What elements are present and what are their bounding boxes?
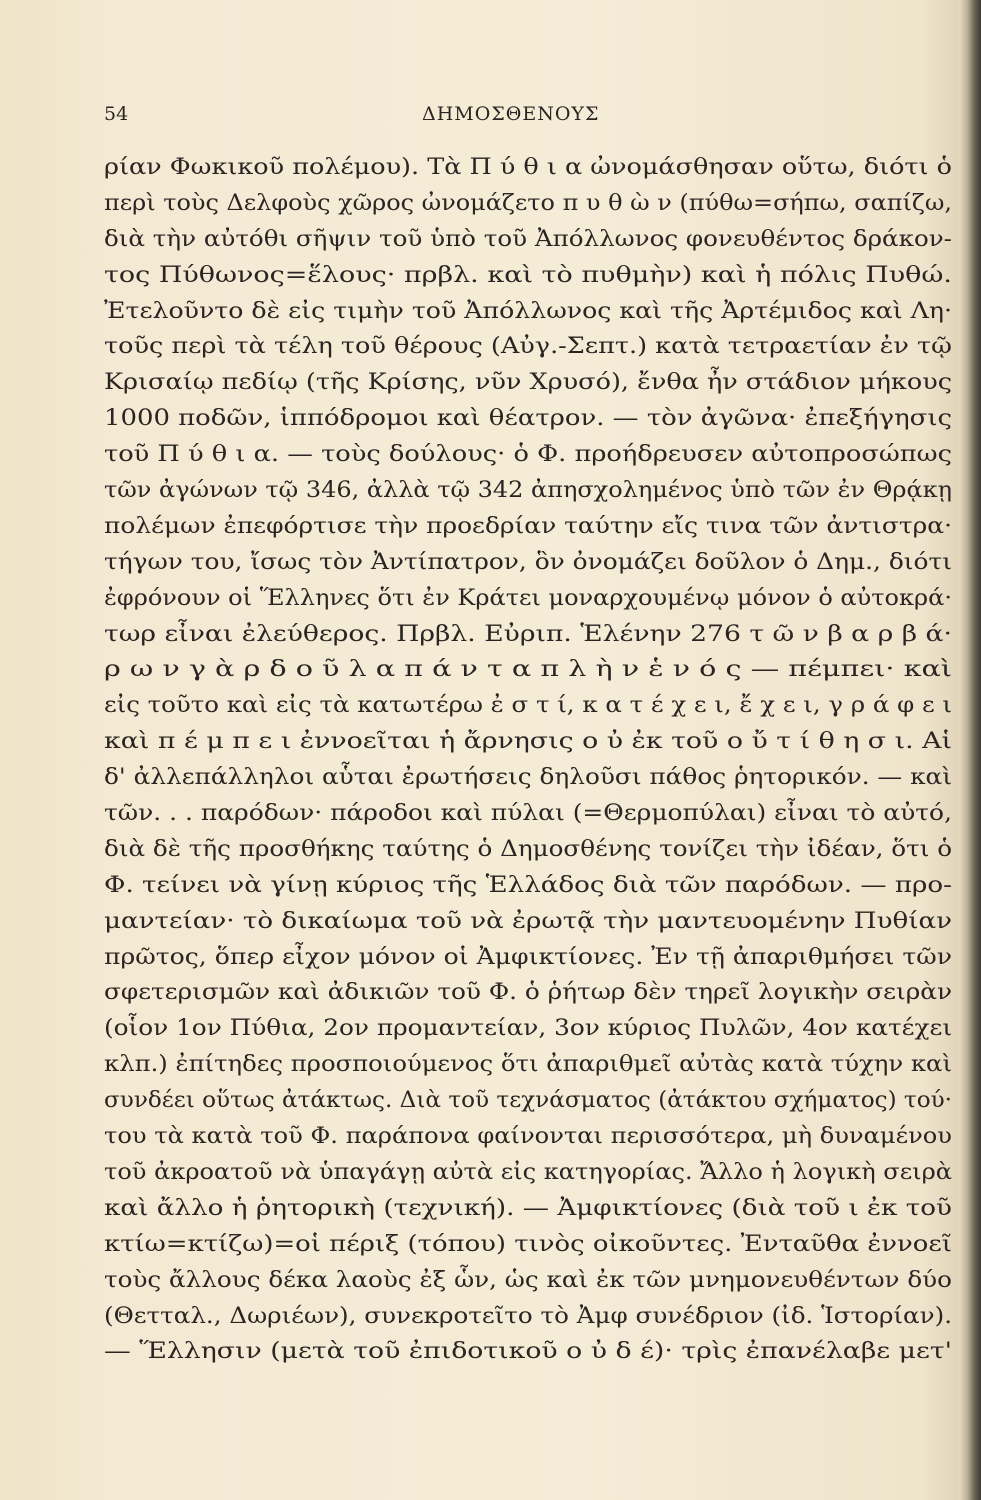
text-line-content: ἐφρόνουν οἱ Ἕλληνες ὅτι ἐν Κράτει μοναρχουμένῳ μόνον ὁ αὐτοκρά· — [104, 585, 952, 611]
text-line — [104, 1083, 952, 1119]
page-number: 54 — [104, 103, 129, 125]
text-line — [104, 294, 952, 330]
text-line-content: (οἷον 1ον Πύθια, 2ον προμαντείαν, 3ον κύριος Πυλῶν, 4ον κατέχει — [104, 1016, 952, 1042]
text-line — [104, 1299, 952, 1335]
page-edge-shadow — [959, 0, 981, 1500]
text-line — [104, 1263, 952, 1299]
text-line — [104, 760, 952, 796]
text-line — [104, 1191, 952, 1227]
text-line — [104, 329, 952, 365]
page-header — [104, 103, 624, 133]
text-line-content: τῶν ἀγώνων τῷ 346, ἀλλὰ τῷ 342 ἀπησχολημένος ὑπὸ τῶν ἐν Θρᾴκῃ — [104, 478, 952, 504]
text-line-content: τήγων του, ἴσως τὸν Ἀντίπατρον, ὃν ὀνομάζει δοῦλον ὁ Δημ., διότι — [104, 549, 952, 575]
text-line — [104, 545, 952, 581]
text-line — [104, 940, 952, 976]
text-line — [104, 258, 952, 294]
text-line-content: τοῦ ἀκροατοῦ νὰ ὑπαγάγῃ αὐτὰ εἰς κατηγορίας. Ἄλλο ἡ λογικὴ σειρὰ — [104, 1159, 952, 1185]
text-line — [104, 832, 952, 868]
text-line — [104, 1155, 952, 1191]
text-line — [104, 222, 952, 258]
text-line-content: διὰ δὲ τῆς προσθήκης ταύτης ὁ Δημοσθένης τονίζει τὴν ἰδέαν, ὅτι ὁ — [104, 836, 952, 862]
text-line — [104, 724, 952, 760]
text-line — [104, 975, 952, 1011]
text-line-content: τος Πύθωνος=ἕλους· πρβλ. καὶ τὸ πυθμὴν) καὶ ἡ πόλις Πυθώ. — [104, 262, 952, 288]
text-line — [104, 868, 952, 904]
text-line-content: συνδέει οὕτως ἀτάκτως. Διὰ τοῦ τεχνάσματος (ἀτάκτου σχήματος) τού· — [104, 1088, 952, 1114]
text-line — [104, 509, 952, 545]
text-line — [104, 1119, 952, 1155]
text-line-content: ρίαν Φωκικοῦ πολέμου). Τὰ Π ύ θ ι α ὠνομάσθησαν οὕτω, διότι ὁ — [104, 155, 952, 180]
text-line-content: — Ἕλλησιν (μετὰ τοῦ ἐπιδοτικοῦ ο ὐ δ έ)· τρὶς ἐπανέλαβε μετ' — [104, 1339, 952, 1365]
text-line-content: πρῶτος, ὅπερ εἶχον μόνον οἱ Ἀμφικτίονες. Ἐν τῇ ἀπαριθμήσει τῶν — [104, 944, 952, 970]
text-line-content: Φ. τείνει νὰ γίνῃ κύριος τῆς Ἑλλάδος διὰ τῶν παρόδων. — προ- — [104, 872, 952, 898]
text-line — [104, 150, 952, 186]
text-line — [104, 401, 952, 437]
text-line — [104, 581, 952, 617]
text-line-content: τοῦς περὶ τὰ τέλη τοῦ θέρους (Αὐγ.-Σεπτ.) κατὰ τετραετίαν ἐν τῷ — [104, 334, 952, 360]
text-line-content: περὶ τοὺς Δελφοὺς χῶρος ὠνομάζετο π υ θ ὼ ν (πύθω=σήπω, σαπίζω, — [104, 190, 952, 216]
text-line-content: κτίω=κτίζω)=οἱ πέριξ (τόπου) τινὸς οἰκοῦντες. Ἐνταῦθα ἐννοεῖ — [104, 1231, 952, 1257]
commentary-text — [104, 150, 952, 1370]
text-line — [104, 1047, 952, 1083]
text-line — [104, 796, 952, 832]
text-line-content: μαντείαν· τὸ δικαίωμα τοῦ νὰ ἐρωτᾷ τὴν μαντευομένην Πυθίαν — [104, 908, 952, 934]
text-line — [104, 437, 952, 473]
text-line-content: 1000 ποδῶν, ἱππόδρομοι καὶ θέατρον. — τὸν ἀγῶνα· ἐπεξήγησις — [104, 406, 952, 432]
text-line-content: πολέμων ἐπεφόρτισε τὴν προεδρίαν ταύτην εἴς τινα τῶν ἀντιστρα· — [104, 513, 952, 539]
text-line-content: του τὰ κατὰ τοῦ Φ. παράπονα φαίνονται περισσότερα, μὴ δυναμένου — [104, 1124, 952, 1150]
text-line — [104, 688, 952, 724]
text-line — [104, 473, 952, 509]
text-line-content: τῶν. . . παρόδων· πάροδοι καὶ πύλαι (=Θερμοπύλαι) εἶναι τὸ αὐτό, — [104, 801, 952, 827]
text-line-content: σφετερισμῶν καὶ ἀδικιῶν τοῦ Φ. ὁ ῥήτωρ δὲν τηρεῖ λογικὴν σειρὰν — [104, 980, 952, 1006]
text-line — [104, 1334, 952, 1370]
text-line — [104, 186, 952, 222]
text-line-content: κλπ.) ἐπίτηδες προσποιούμενος ὅτι ἀπαριθμεῖ αὐτὰς κατὰ τύχην καὶ — [104, 1052, 952, 1078]
text-line — [104, 904, 952, 940]
text-line — [104, 1011, 952, 1047]
text-line-content: Κρισαίῳ πεδίῳ (τῆς Κρίσης, νῦν Χρυσό), ἔνθα ἦν στάδιον μήκους — [104, 370, 952, 396]
text-line — [104, 652, 952, 688]
text-line-content: εἰς τοῦτο καὶ εἰς τὰ κατωτέρω ἐ σ τ ί, κ α τ έ χ ε ι, ἔ χ ε ι, γ ρ ά φ ε ι — [104, 693, 952, 719]
text-line-content: ρ ω ν γ ὰ ρ δ ο ῦ λ α π ά ν τ α π λ ὴ ν ἑ ν ό ς — πέμπει· καὶ — [104, 657, 952, 683]
text-line-content: τοῦ Π ύ θ ι α. — τοὺς δούλους· ὁ Φ. προήδρευσεν αὐτοπροσώπως — [104, 442, 952, 468]
running-title: ΔΗΜΟΣΘΕΝΟΥΣ — [422, 103, 600, 125]
text-line-content: τωρ εἶναι ἐλεύθερος. Πρβλ. Εὐριπ. Ἑλένην 276 τ ῶ ν β α ρ β ά· — [104, 621, 952, 647]
text-line — [104, 617, 952, 653]
text-line-content: διὰ τὴν αὐτόθι σῆψιν τοῦ ὑπὸ τοῦ Ἀπόλλωνος φονευθέντος δράκον- — [104, 226, 952, 252]
text-line — [104, 1227, 952, 1263]
text-line-content: τοὺς ἄλλους δέκα λαοὺς ἐξ ὧν, ὡς καὶ ἐκ τῶν μνημονευθέντων δύο — [104, 1267, 952, 1293]
text-line-content: (Θετταλ., Δωριέων), συνεκροτεῖτο τὸ Ἀμφ συνέδριον (ἰδ. Ἱστορίαν). — [104, 1303, 952, 1329]
text-line-content: Ἐτελοῦντο δὲ εἰς τιμὴν τοῦ Ἀπόλλωνος καὶ τῆς Ἀρτέμιδος καὶ Λη· — [104, 298, 952, 324]
text-line-content: καὶ ἄλλο ἡ ῥητορικὴ (τεχνική). — Ἀμφικτίονες (διὰ τοῦ ι ἐκ τοῦ — [104, 1195, 952, 1221]
text-line — [104, 365, 952, 401]
text-line-content: δ' ἀλλεπάλληλοι αὗται ἐρωτήσεις δηλοῦσι πάθος ῥητορικόν. — καὶ — [104, 765, 952, 791]
text-line-content: καὶ π έ μ π ε ι ἐννοεῖται ἡ ἄρνησις ο ὐ ἐκ τοῦ ο ὔ τ ί θ η σ ι. Αἱ — [104, 729, 952, 755]
